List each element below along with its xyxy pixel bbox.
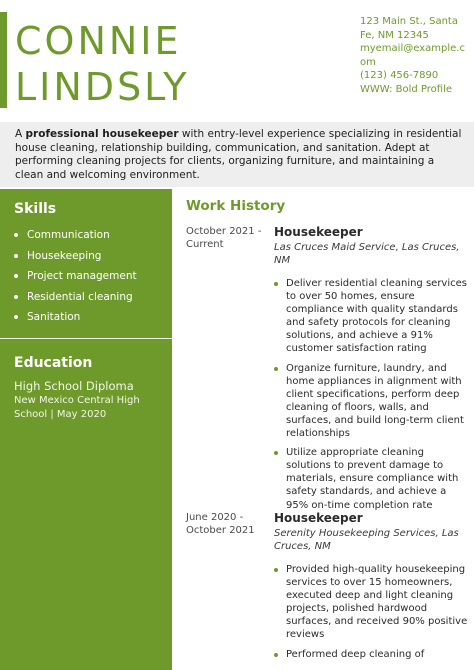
resume-header (0, 0, 474, 118)
job-title: Housekeeper (274, 511, 363, 525)
sidebar (0, 189, 172, 670)
summary-prefix: A (15, 128, 26, 140)
email-line-2[interactable]: om (360, 56, 376, 68)
job-bullet: Deliver residential cleaning services to over 50 homes, ensure compliance with quality standards and safety protocols for cleaning solutions, and achieve a 91% customer satisfaction rating (274, 277, 470, 356)
name-first: CONNIE (15, 19, 182, 63)
school-line-1: New Mexico Central High (14, 395, 140, 406)
professional-summary (0, 122, 474, 187)
degree: High School Diploma (14, 379, 134, 393)
job-company: Serenity Housekeeping Services, Las Cruces, NM (274, 528, 459, 552)
work-history-section (186, 198, 470, 660)
skill-item: Communication (14, 225, 137, 246)
address-line-1: 123 Main St., Santa (360, 16, 458, 27)
skill-item: Project management (14, 266, 137, 287)
name-last: LINDSLY (15, 65, 190, 109)
education-entry (14, 379, 164, 422)
job-bullet: Organize furniture, laundry, and home appliances in alignment with client specifications, perform deep cleaning of floors, walls, and surfaces, and build long-term client relationships (274, 362, 470, 441)
bullet-icon (14, 315, 18, 319)
skills-list (14, 225, 137, 328)
summary-text: with entry-level experience specializing in residential house cleaning, relationship building, communication, and sanitation. Adept at performing cleaning projects for clients, organizing furniture, and maintaining a clean and welcoming environment. (15, 128, 462, 181)
school-line-2: School | May 2020 (14, 409, 107, 420)
job-dates: October 2021 - Current (186, 226, 262, 250)
bullet-icon (274, 282, 278, 286)
accent-bar (0, 12, 7, 108)
job-title: Housekeeper (274, 225, 363, 239)
bullet-icon (14, 295, 18, 299)
education-heading: Education (14, 355, 93, 371)
bullet-icon (274, 568, 278, 572)
job-bullets (274, 563, 470, 661)
job-details (274, 225, 470, 518)
email-line-1[interactable]: myemail@example.c (360, 43, 465, 54)
bullet-icon (14, 274, 18, 278)
job-bullet: Utilize appropriate cleaning solutions to prevent damage to materials, ensure compliance with safety standards, and achieve a 95% on-time completion rate (274, 446, 470, 511)
skill-item: Residential cleaning (14, 287, 137, 308)
bullet-icon (274, 451, 278, 455)
job-bullet: Provided high-quality housekeeping services to over 15 homeowners, executed deep and light cleaning projects, polished hardwood surfaces, and received 90% positive reviews (274, 563, 470, 642)
website[interactable]: WWW: Bold Profile (360, 83, 453, 95)
phone-number: (123) 456-7890 (360, 70, 439, 81)
bullet-icon (14, 254, 18, 258)
job-details (274, 511, 470, 667)
bullet-icon (274, 367, 278, 371)
bullet-icon (274, 653, 278, 657)
job-bullets (274, 277, 470, 512)
sidebar-divider (0, 338, 172, 339)
work-history-heading: Work History (186, 198, 286, 214)
skill-item: Housekeeping (14, 246, 137, 267)
bullet-icon (14, 233, 18, 237)
job-bullet: Performed deep cleaning of (274, 648, 470, 661)
skill-item: Sanitation (14, 307, 137, 328)
summary-bold: professional housekeeper (25, 128, 179, 140)
job-company: Las Cruces Maid Service, Las Cruces, NM (274, 242, 460, 266)
address-line-2: Fe, NM 12345 (360, 29, 429, 41)
skills-heading: Skills (14, 201, 57, 217)
contact-info (360, 15, 470, 96)
job-dates: June 2020 - October 2021 (186, 512, 255, 536)
candidate-name (15, 18, 190, 110)
